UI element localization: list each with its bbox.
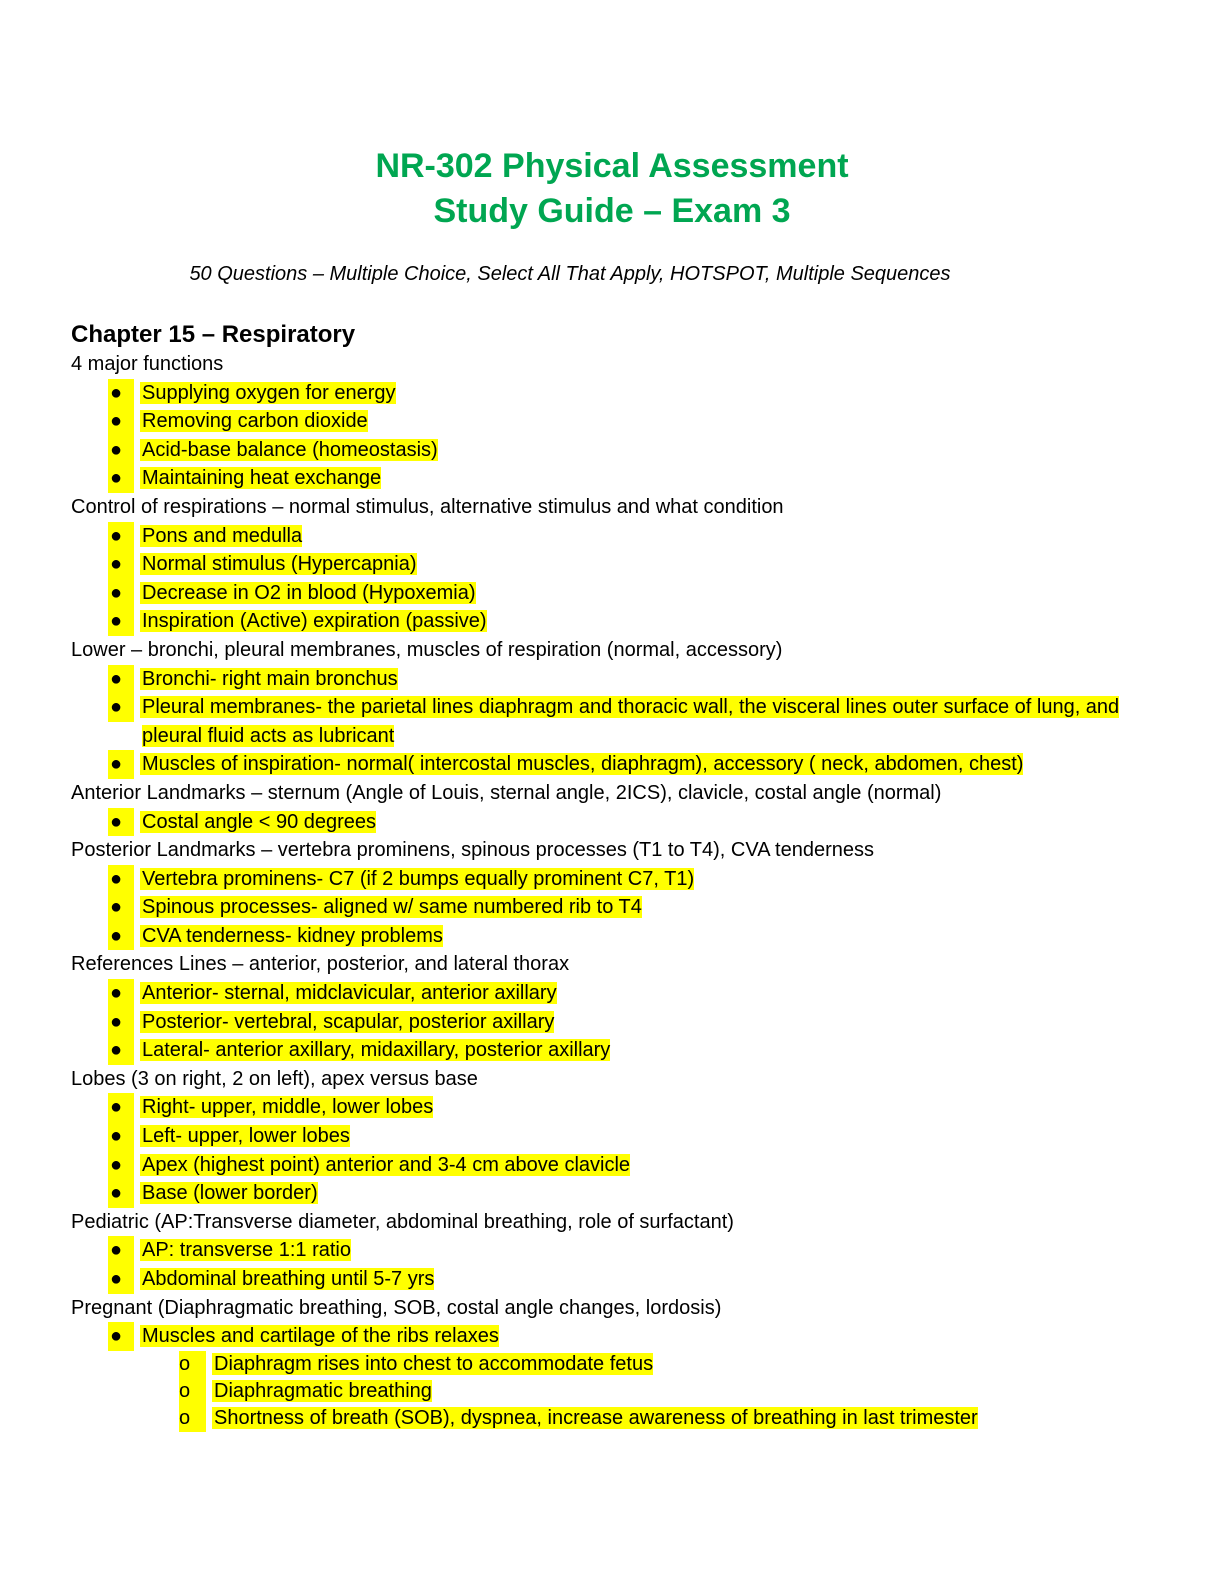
list-item [71, 693, 1131, 750]
bullet-icon: ● [108, 407, 134, 436]
list-item-text: Posterior- vertebral, scapular, posterior axillary [142, 1010, 555, 1033]
list-item [71, 808, 1131, 837]
bullet-icon: ● [108, 522, 134, 551]
list-item [71, 464, 1131, 493]
section [71, 1208, 1131, 1294]
title-line-1: NR-302 Physical Assessment [375, 147, 849, 185]
list-item-text: AP: transverse 1:1 ratio [142, 1239, 351, 1262]
list-item-text: Normal stimulus (Hypercapnia) [142, 553, 417, 576]
list-item [71, 1008, 1131, 1037]
bullet-icon: ● [108, 865, 134, 894]
bullet-icon: ● [108, 665, 134, 694]
list-item [71, 579, 1131, 608]
section-heading: Anterior Landmarks – sternum (Angle of Louis, sternal angle, 2ICS), clavicle, costal angle (normal) [71, 781, 942, 804]
bullet-icon: ● [108, 607, 134, 636]
bullet-icon: ● [108, 1008, 134, 1037]
list-item [71, 893, 1131, 922]
section [71, 636, 1131, 779]
bullet-icon: ● [108, 436, 134, 465]
sub-list-item [71, 1378, 1131, 1405]
list-item-text: Anterior- sternal, midclavicular, anterior axillary [142, 982, 557, 1005]
section-heading: References Lines – anterior, posterior, and lateral thorax [71, 953, 570, 976]
section [71, 1294, 1131, 1432]
list-item-text: Spinous processes- aligned w/ same numbered rib to T4 [142, 896, 642, 919]
list-item [71, 436, 1131, 465]
list-item [71, 922, 1131, 951]
bullet-icon: ● [108, 893, 134, 922]
list-item [71, 407, 1131, 436]
bullet-icon: ● [108, 693, 134, 722]
list-item [71, 550, 1131, 579]
list-item-text: Left- upper, lower lobes [142, 1125, 350, 1148]
circle-bullet-icon: o [179, 1351, 206, 1378]
bullet-icon: ● [108, 922, 134, 951]
chapter-heading: Chapter 15 – Respiratory [71, 321, 356, 348]
list-item [71, 979, 1131, 1008]
list-item-text: Vertebra prominens- C7 (if 2 bumps equally prominent C7, T1) [142, 867, 695, 890]
list-item-text: Costal angle < 90 degrees [142, 810, 377, 833]
section [71, 350, 1131, 493]
list-item [71, 1093, 1131, 1122]
list-item-text: Apex (highest point) anterior and 3-4 cm above clavicle [142, 1153, 631, 1176]
list-item [71, 1236, 1131, 1265]
sub-list-item-text: Diaphragmatic breathing [214, 1379, 432, 1402]
sub-list-item [71, 1351, 1131, 1378]
list-item-text: Base (lower border) [142, 1182, 318, 1205]
list-item [71, 607, 1131, 636]
section-heading: Lobes (3 on right, 2 on left), apex versus base [71, 1067, 478, 1090]
bullet-icon: ● [108, 1093, 134, 1122]
list-item-text: Right- upper, middle, lower lobes [142, 1096, 434, 1119]
list-item-text: Bronchi- right main bronchus [142, 667, 398, 690]
list-item [71, 665, 1131, 694]
bullet-icon: ● [108, 550, 134, 579]
section [71, 493, 1131, 636]
section-heading: Pediatric (AP:Transverse diameter, abdominal breathing, role of surfactant) [71, 1210, 734, 1233]
sub-list-item [71, 1405, 1131, 1432]
list-item [71, 1265, 1131, 1294]
section [71, 779, 1131, 836]
list-item [71, 750, 1131, 779]
list-item [71, 1322, 1131, 1351]
sections-container [71, 350, 1131, 1432]
bullet-icon: ● [108, 1122, 134, 1151]
bullet-icon: ● [108, 808, 134, 837]
list-item-text: Decrease in O2 in blood (Hypoxemia) [142, 581, 476, 604]
list-item [71, 1151, 1131, 1180]
sub-list-item-text: Shortness of breath (SOB), dyspnea, increase awareness of breathing in last trimester [214, 1406, 978, 1429]
list-item-text: Lateral- anterior axillary, midaxillary, posterior axillary [142, 1039, 611, 1062]
list-item-text: Muscles and cartilage of the ribs relaxes [142, 1325, 499, 1348]
list-item [71, 865, 1131, 894]
list-item-text: Muscles of inspiration- normal( intercostal muscles, diaphragm), accessory ( neck, abdomen, chest) [142, 753, 1024, 776]
bullet-icon: ● [108, 1151, 134, 1180]
list-item [71, 379, 1131, 408]
section-heading: Lower – bronchi, pleural membranes, muscles of respiration (normal, accessory) [71, 638, 783, 661]
list-item-text: Inspiration (Active) expiration (passive) [142, 610, 487, 633]
section-heading: Posterior Landmarks – vertebra prominens, spinous processes (T1 to T4), CVA tenderness [71, 839, 874, 862]
list-item-text: Pons and medulla [142, 524, 303, 547]
bullet-icon: ● [108, 1179, 134, 1208]
document-title [0, 144, 1224, 234]
title-line-2: Study Guide – Exam 3 [433, 192, 791, 230]
bullet-icon: ● [108, 464, 134, 493]
bullet-icon: ● [108, 579, 134, 608]
list-item [71, 1122, 1131, 1151]
bullet-icon: ● [108, 1036, 134, 1065]
section [71, 836, 1131, 950]
document-content [71, 320, 1131, 1432]
bullet-icon: ● [108, 750, 134, 779]
list-item-text: Removing carbon dioxide [142, 410, 368, 433]
circle-bullet-icon: o [179, 1378, 206, 1405]
bullet-icon: ● [108, 1236, 134, 1265]
list-item-text: Supplying oxygen for energy [142, 381, 396, 404]
list-item-text: Acid-base balance (homeostasis) [142, 438, 438, 461]
list-item-text: Abdominal breathing until 5-7 yrs [142, 1268, 435, 1290]
section [71, 1065, 1131, 1208]
circle-bullet-icon: o [179, 1405, 206, 1432]
list-item [71, 1179, 1131, 1208]
list-item-text: Maintaining heat exchange [142, 467, 382, 490]
bullet-icon: ● [108, 1322, 134, 1351]
sub-list-item-text: Diaphragm rises into chest to accommodate fetus [214, 1352, 654, 1375]
section-heading: 4 major functions [71, 353, 224, 375]
bullet-icon: ● [108, 379, 134, 408]
document-subtitle: 50 Questions – Multiple Choice, Select All That Apply, HOTSPOT, Multiple Sequences [189, 263, 951, 285]
bullet-icon: ● [108, 979, 134, 1008]
section [71, 950, 1131, 1064]
list-item [71, 522, 1131, 551]
bullet-icon: ● [108, 1265, 134, 1294]
section-heading: Pregnant (Diaphragmatic breathing, SOB, costal angle changes, lordosis) [71, 1296, 722, 1319]
list-item-text: CVA tenderness- kidney problems [142, 924, 443, 947]
list-item-text: Pleural membranes- the parietal lines diaphragm and thoracic wall, the visceral lines outer surface of lung, and pleural fluid acts as lubricant [142, 696, 1120, 747]
list-item [71, 1036, 1131, 1065]
section-heading: Control of respirations – normal stimulus, alternative stimulus and what condition [71, 495, 784, 518]
